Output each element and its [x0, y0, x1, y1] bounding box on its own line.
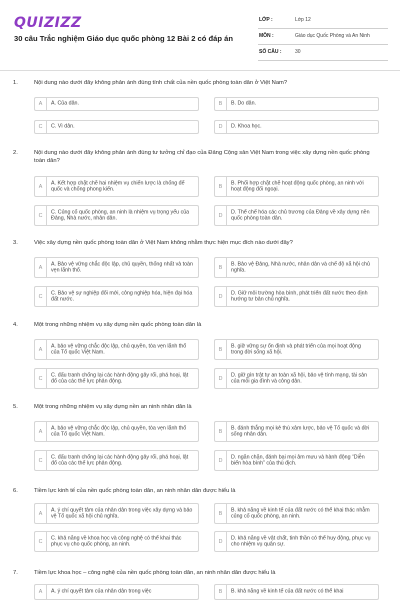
option-letter: A	[35, 504, 47, 523]
question-number: 2.	[13, 150, 18, 156]
option-text: A. Bảo vệ vững chắc độc lập, chủ quyền, thống nhất và toàn vẹn lãnh thổ.	[51, 260, 193, 274]
option-text: D. Giữ môi trường hòa bình, phát triển đất nước theo định hướng tư bản chủ nghĩa.	[231, 289, 368, 303]
option-a[interactable]	[34, 257, 199, 278]
option-text: D. khả năng về vật chất, tinh thần có thể huy động, phục vụ cho nhiệm vụ quân sự.	[231, 534, 371, 548]
question-text: Một trong những nhiệm vụ xây dựng nền quốc phòng toàn dân là	[34, 322, 202, 328]
option-letter: A	[35, 585, 47, 599]
option-letter: D	[215, 206, 227, 225]
question-number: 7.	[13, 570, 18, 576]
question-number: 3.	[13, 240, 18, 246]
option-c[interactable]	[34, 205, 199, 226]
option-letter: D	[215, 287, 227, 306]
option-d[interactable]	[214, 450, 379, 471]
option-c[interactable]	[34, 286, 199, 307]
option-letter: A	[35, 340, 47, 359]
option-letter: C	[35, 369, 47, 388]
option-letter: B	[215, 177, 227, 196]
option-text: B. khả năng về kinh tế của đất nước có thể khai	[231, 588, 344, 595]
option-letter: B	[215, 585, 227, 599]
option-c[interactable]	[34, 120, 199, 134]
option-letter: D	[215, 451, 227, 470]
option-a[interactable]	[34, 97, 199, 111]
option-letter: B	[215, 422, 227, 441]
option-text: C. khả năng về khoa học và công nghệ có thể khai thác phục vụ cho quốc phòng, an ninh.	[51, 534, 182, 548]
option-text: C. Củng cố quốc phòng, an ninh là nhiệm vụ trọng yếu của Đảng, Nhà nước, nhân dân.	[51, 208, 190, 222]
document-title: 30 câu Trắc nghiệm Giáo dục quốc phòng 12 Bài 2 có đáp án	[14, 34, 234, 43]
option-letter: C	[35, 451, 47, 470]
option-a[interactable]	[34, 176, 199, 197]
meta-row-subject	[258, 30, 388, 45]
option-b[interactable]	[214, 97, 379, 111]
option-d[interactable]	[214, 368, 379, 389]
option-letter: D	[215, 532, 227, 551]
option-text: D. ngăn chặn, đánh bại mọi âm mưu và hành động “Diễn biến hòa bình” của thù địch.	[231, 453, 365, 467]
option-letter: C	[35, 287, 47, 306]
option-text: C. đấu tranh chống lại các hành động gây rối, phá hoại, lật đổ của các thế lực phản động.	[51, 453, 189, 467]
option-b[interactable]	[214, 584, 379, 600]
quizizz-logo[interactable]: QUIZIZZ	[14, 15, 82, 31]
question-text: Tiềm lực kinh tế của nền quốc phòng toàn dân, an ninh nhân dân được hiểu là	[34, 488, 236, 494]
option-b[interactable]	[214, 176, 379, 197]
option-text: C. Vì dân.	[51, 123, 75, 130]
question-text: Một trong những nhiệm vụ xây dựng nền an ninh nhân dân là	[34, 404, 192, 410]
option-text: C. đấu tranh chống lại các hành động gây rối, phá hoại, lật đổ của các thế lực phản động.	[51, 371, 189, 385]
meta-value: Giáo dục Quốc Phòng và An Ninh	[295, 33, 370, 39]
option-letter: C	[35, 206, 47, 225]
option-b[interactable]	[214, 339, 379, 360]
option-text: A. Của dân.	[51, 100, 79, 107]
meta-label: MÔN :	[259, 33, 274, 39]
document-meta	[258, 14, 388, 61]
meta-row-class	[258, 14, 388, 29]
option-text: A. ý chí quyết tâm của nhân dân trong việc	[51, 588, 152, 595]
option-d[interactable]	[214, 120, 379, 134]
meta-label: SỐ CÂU :	[259, 49, 282, 55]
option-letter: B	[215, 98, 227, 110]
option-letter: B	[215, 504, 227, 523]
option-text: A. Kết hợp chặt chẽ hai nhiệm vụ chiến lược là chống đế quốc và chống phong kiến.	[51, 179, 185, 193]
meta-value: 30	[295, 49, 301, 55]
option-letter: B	[215, 340, 227, 359]
option-c[interactable]	[34, 531, 199, 552]
meta-label: LỚP :	[259, 17, 273, 23]
option-text: B. khả năng về kinh tế của đất nước có thể khai thác nhằm củng cố quốc phòng, an ninh.	[231, 506, 370, 520]
option-text: A. ý chí quyết tâm của nhân dân trong việc xây dựng và bảo vệ Tổ quốc xã hội chủ nghĩa.	[51, 506, 193, 520]
option-a[interactable]	[34, 503, 199, 524]
question-text: Tiềm lực khoa học – công nghệ của nền quốc phòng toàn dân, an ninh nhân dân được hiểu là	[34, 570, 276, 576]
option-a[interactable]	[34, 421, 199, 442]
option-b[interactable]	[214, 421, 379, 442]
option-text: B. Phối hợp chặt chẽ hoạt động quốc phòng, an ninh với hoạt động đối ngoại.	[231, 179, 364, 193]
option-letter: D	[215, 369, 227, 388]
question-text: Nội dung nào dưới đây không phản ánh đúng tư tưởng chỉ đạo của Đảng Cộng sản Việt Nam trong việc xây dựng nền quốc phòng toàn dân?	[34, 150, 370, 164]
question-number: 4.	[13, 322, 18, 328]
option-letter: A	[35, 422, 47, 441]
option-text: B. giữ vững sự ổn định và phát triển của mọi hoạt động trong đời sống xã hội.	[231, 342, 361, 356]
option-text: A. bảo vệ vững chắc độc lập, chủ quyền, tòa vẹn lãnh thổ của Tổ quốc Việt Nam.	[51, 342, 187, 356]
question-text: Nội dung nào dưới đây không phản ánh đúng tính chất của nền quốc phòng toàn dân ở Việt Nam?	[34, 80, 288, 86]
option-text: B. Do dân.	[231, 100, 257, 107]
header-divider	[0, 70, 400, 71]
option-c[interactable]	[34, 450, 199, 471]
option-b[interactable]	[214, 257, 379, 278]
meta-row-question-count	[258, 46, 388, 61]
option-text: C. Bảo vệ sự nghiệp đổi mới, công nghiệp hóa, hiện đại hóa đất nước.	[51, 289, 193, 303]
option-d[interactable]	[214, 531, 379, 552]
option-a[interactable]	[34, 584, 199, 600]
option-text: D. Thể chế hóa các chủ trương của Đảng về xây dựng nền quốc phòng toàn dân.	[231, 208, 370, 222]
option-letter: A	[35, 98, 47, 110]
option-text: D. Khoa học.	[231, 123, 262, 130]
question-number: 1.	[13, 80, 18, 86]
option-letter: A	[35, 258, 47, 277]
option-text: B. đánh thắng mọi kẻ thù xâm lược, bảo vệ Tổ quốc và đời sống nhân dân.	[231, 424, 370, 438]
option-a[interactable]	[34, 339, 199, 360]
option-text: A. bảo vệ vững chắc độc lập, chủ quyền, tòa vẹn lãnh thổ của Tổ quốc Việt Nam.	[51, 424, 187, 438]
option-letter: A	[35, 177, 47, 196]
document-header	[0, 0, 400, 72]
option-d[interactable]	[214, 286, 379, 307]
question-number: 6.	[13, 488, 18, 494]
option-c[interactable]	[34, 368, 199, 389]
option-d[interactable]	[214, 205, 379, 226]
option-b[interactable]	[214, 503, 379, 524]
option-letter: C	[35, 121, 47, 133]
option-text: D. giữ gìn trật tự an toàn xã hội, bảo vệ tính mạng, tài sản của mỗi gia đình và công dân.	[231, 371, 368, 385]
option-letter: D	[215, 121, 227, 133]
option-text: B. Bảo vệ Đảng, Nhà nước, nhân dân và chế độ xã hội chủ nghĩa.	[231, 260, 370, 274]
option-letter: B	[215, 258, 227, 277]
meta-value: Lớp 12	[295, 17, 311, 23]
question-number: 5.	[13, 404, 18, 410]
question-text: Việc xây dựng nền quốc phòng toàn dân ở Việt Nam không nhằm thực hiện mục đích nào dưới đây?	[34, 240, 293, 246]
option-letter: C	[35, 532, 47, 551]
